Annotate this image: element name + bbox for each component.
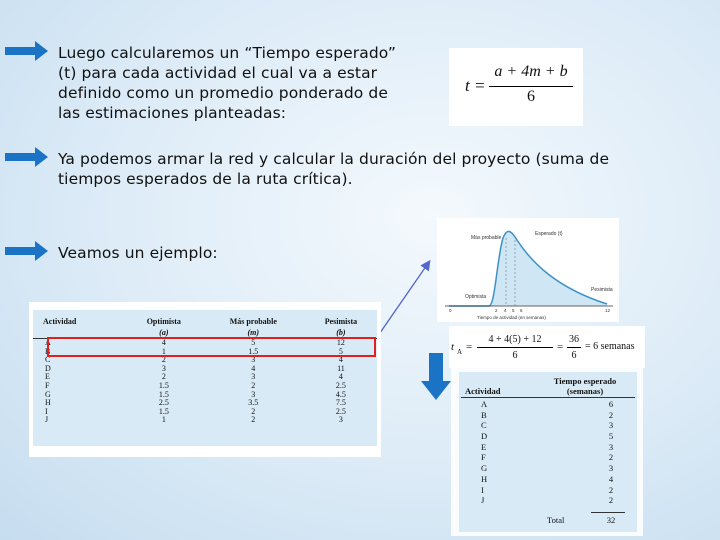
expected-time-panel: Actividad Tiempo esperado (semanas) A 6 B 2 C 3 D 5 E 3 F 2 G 3 H 4 I 2 J 2 Total 32 xyxy=(451,368,643,536)
table-cell: 1 xyxy=(161,346,166,356)
tick-label: 6 xyxy=(520,308,523,313)
tick-label: 4 xyxy=(504,308,507,313)
activity-letter: D xyxy=(481,431,488,442)
activity-letter: F xyxy=(481,452,486,463)
table-cell: 2 xyxy=(251,406,256,416)
table-row xyxy=(33,365,377,374)
activity-letter: C xyxy=(481,420,487,431)
fraction-bar xyxy=(567,347,581,348)
x-axis-label: Tiempo de actividad (en semanas) xyxy=(477,315,546,320)
table-cell: 3 xyxy=(251,389,256,399)
expected-value: 3 xyxy=(608,463,614,474)
activity-letter: A xyxy=(481,399,488,409)
bullet-text-example: Veamos un ejemplo: xyxy=(58,244,218,262)
estimates-table-panel xyxy=(29,302,381,457)
table-row xyxy=(33,416,377,425)
table-cell: D xyxy=(45,363,51,373)
table-cell: 3 xyxy=(338,415,343,425)
table-cell: G xyxy=(45,389,51,399)
list-item xyxy=(451,495,643,506)
expected-time-formula: t = a + 4m + b 6 xyxy=(449,48,583,126)
expected-header: Tiempo esperado (semanas) xyxy=(553,376,617,396)
table-row xyxy=(33,391,377,400)
tick-label: 12 xyxy=(605,308,611,313)
table-cell: 4.5 xyxy=(335,389,346,399)
table-cell: 3 xyxy=(251,372,256,382)
list-item xyxy=(451,431,643,442)
table-cell: 5 xyxy=(251,338,256,347)
expected-value: 5 xyxy=(608,431,614,442)
label-mode: Más probable xyxy=(471,235,502,241)
activity-letter: J xyxy=(481,495,485,506)
table-cell: 1.5 xyxy=(158,389,169,399)
expected-value: 2 xyxy=(608,409,614,420)
table-cell: F xyxy=(45,380,50,390)
table-row xyxy=(33,382,377,391)
fraction-bar xyxy=(477,347,553,348)
table-cell: 2 xyxy=(251,380,256,390)
list-item xyxy=(451,442,643,453)
list-item xyxy=(451,485,643,496)
tick-label: 2 xyxy=(495,308,498,313)
table-row xyxy=(33,399,377,408)
list-item xyxy=(451,463,643,474)
activity-letter: B xyxy=(481,409,487,420)
table-cell: 4 xyxy=(251,363,256,373)
list-item xyxy=(451,474,643,485)
activity-letter: H xyxy=(481,473,488,484)
down-arrow-icon xyxy=(421,353,451,401)
label-optimistic: Optimista xyxy=(465,294,487,300)
table-cell: 3 xyxy=(251,355,256,365)
table-cell: 4 xyxy=(161,338,166,347)
table-cell: 2 xyxy=(251,415,256,425)
table-cell: 3.5 xyxy=(248,398,259,408)
table-cell: 1.5 xyxy=(248,346,259,356)
table-row xyxy=(33,356,377,365)
table-cell: 1.5 xyxy=(158,406,169,416)
table-cell: H xyxy=(45,398,51,408)
table-cell: 2.5 xyxy=(335,380,346,390)
table-row xyxy=(33,408,377,417)
tick-label: 5 xyxy=(512,308,515,313)
activity-letter: G xyxy=(481,463,488,474)
expected-value: 2 xyxy=(608,495,614,506)
bullet-text-expected-time: Luego calcularemos un “Tiempo esperado” (t) para cada actividad el cual va a estar definido como un promedio ponderado de las estimaciones planteadas: xyxy=(58,44,396,122)
table-cell: 4 xyxy=(338,355,343,365)
table-cell: 7.5 xyxy=(335,398,346,408)
table-cell: 1.5 xyxy=(158,380,169,390)
table-cell: E xyxy=(45,372,50,382)
table-cell: I xyxy=(45,406,48,416)
table-cell: 1 xyxy=(161,415,166,425)
table-row xyxy=(33,373,377,382)
table-cell: A xyxy=(45,338,51,347)
table-cell: 5 xyxy=(338,346,343,356)
expected-value: 2 xyxy=(608,452,614,463)
total-rule xyxy=(591,512,625,513)
list-item xyxy=(451,452,643,463)
bullet-text-network: Ya podemos armar la red y calcular la duración del proyecto (suma de tiempos esperados de la ruta crítica). xyxy=(58,150,610,188)
activity-letter: E xyxy=(481,441,487,452)
activity-a-calculation: t A = 4 + 4(5) + 12 6 = 36 6 = 6 semanas xyxy=(449,326,645,368)
expected-table-rows xyxy=(451,399,643,506)
expected-value: 6 xyxy=(608,399,614,409)
table-cell: 4 xyxy=(338,372,343,382)
expected-value: 2 xyxy=(608,484,614,495)
table-cell: C xyxy=(45,355,51,365)
table-cell: B xyxy=(45,346,51,356)
table-cell: 2.5 xyxy=(335,406,346,416)
list-item xyxy=(451,399,643,410)
activity-letter: I xyxy=(481,484,484,495)
table-cell: 11 xyxy=(337,363,345,373)
expected-value: 4 xyxy=(608,473,614,484)
table-cell: 3 xyxy=(161,363,166,373)
estimates-table: Actividad Optimista Más probable Pesimista (a) (m) (b) A 4 5 12 B 1 1.5 5 C 2 3 4 D 3 4 11 E 2 3 4 F 1.5 2 2.5 G 1.5 3 4.5 H 2.5 3.5 7.5 I 1.5 2 2.5 J 1 2 3 xyxy=(33,316,377,425)
highlight-row-a xyxy=(47,337,376,357)
table-cell: J xyxy=(45,415,49,425)
table-cell: 2 xyxy=(161,355,166,365)
table-cell: 12 xyxy=(336,338,345,347)
expected-value: 3 xyxy=(608,420,614,431)
expected-value: 3 xyxy=(608,441,614,452)
label-expected: Esperado (t) xyxy=(535,231,563,237)
table-cell: 2 xyxy=(161,372,166,382)
tick-label: 0 xyxy=(449,308,452,313)
list-item xyxy=(451,410,643,421)
list-item xyxy=(451,420,643,431)
header-rule xyxy=(461,397,635,398)
table-cell: 2.5 xyxy=(158,398,169,408)
label-pessimistic: Pesimista xyxy=(591,287,613,293)
